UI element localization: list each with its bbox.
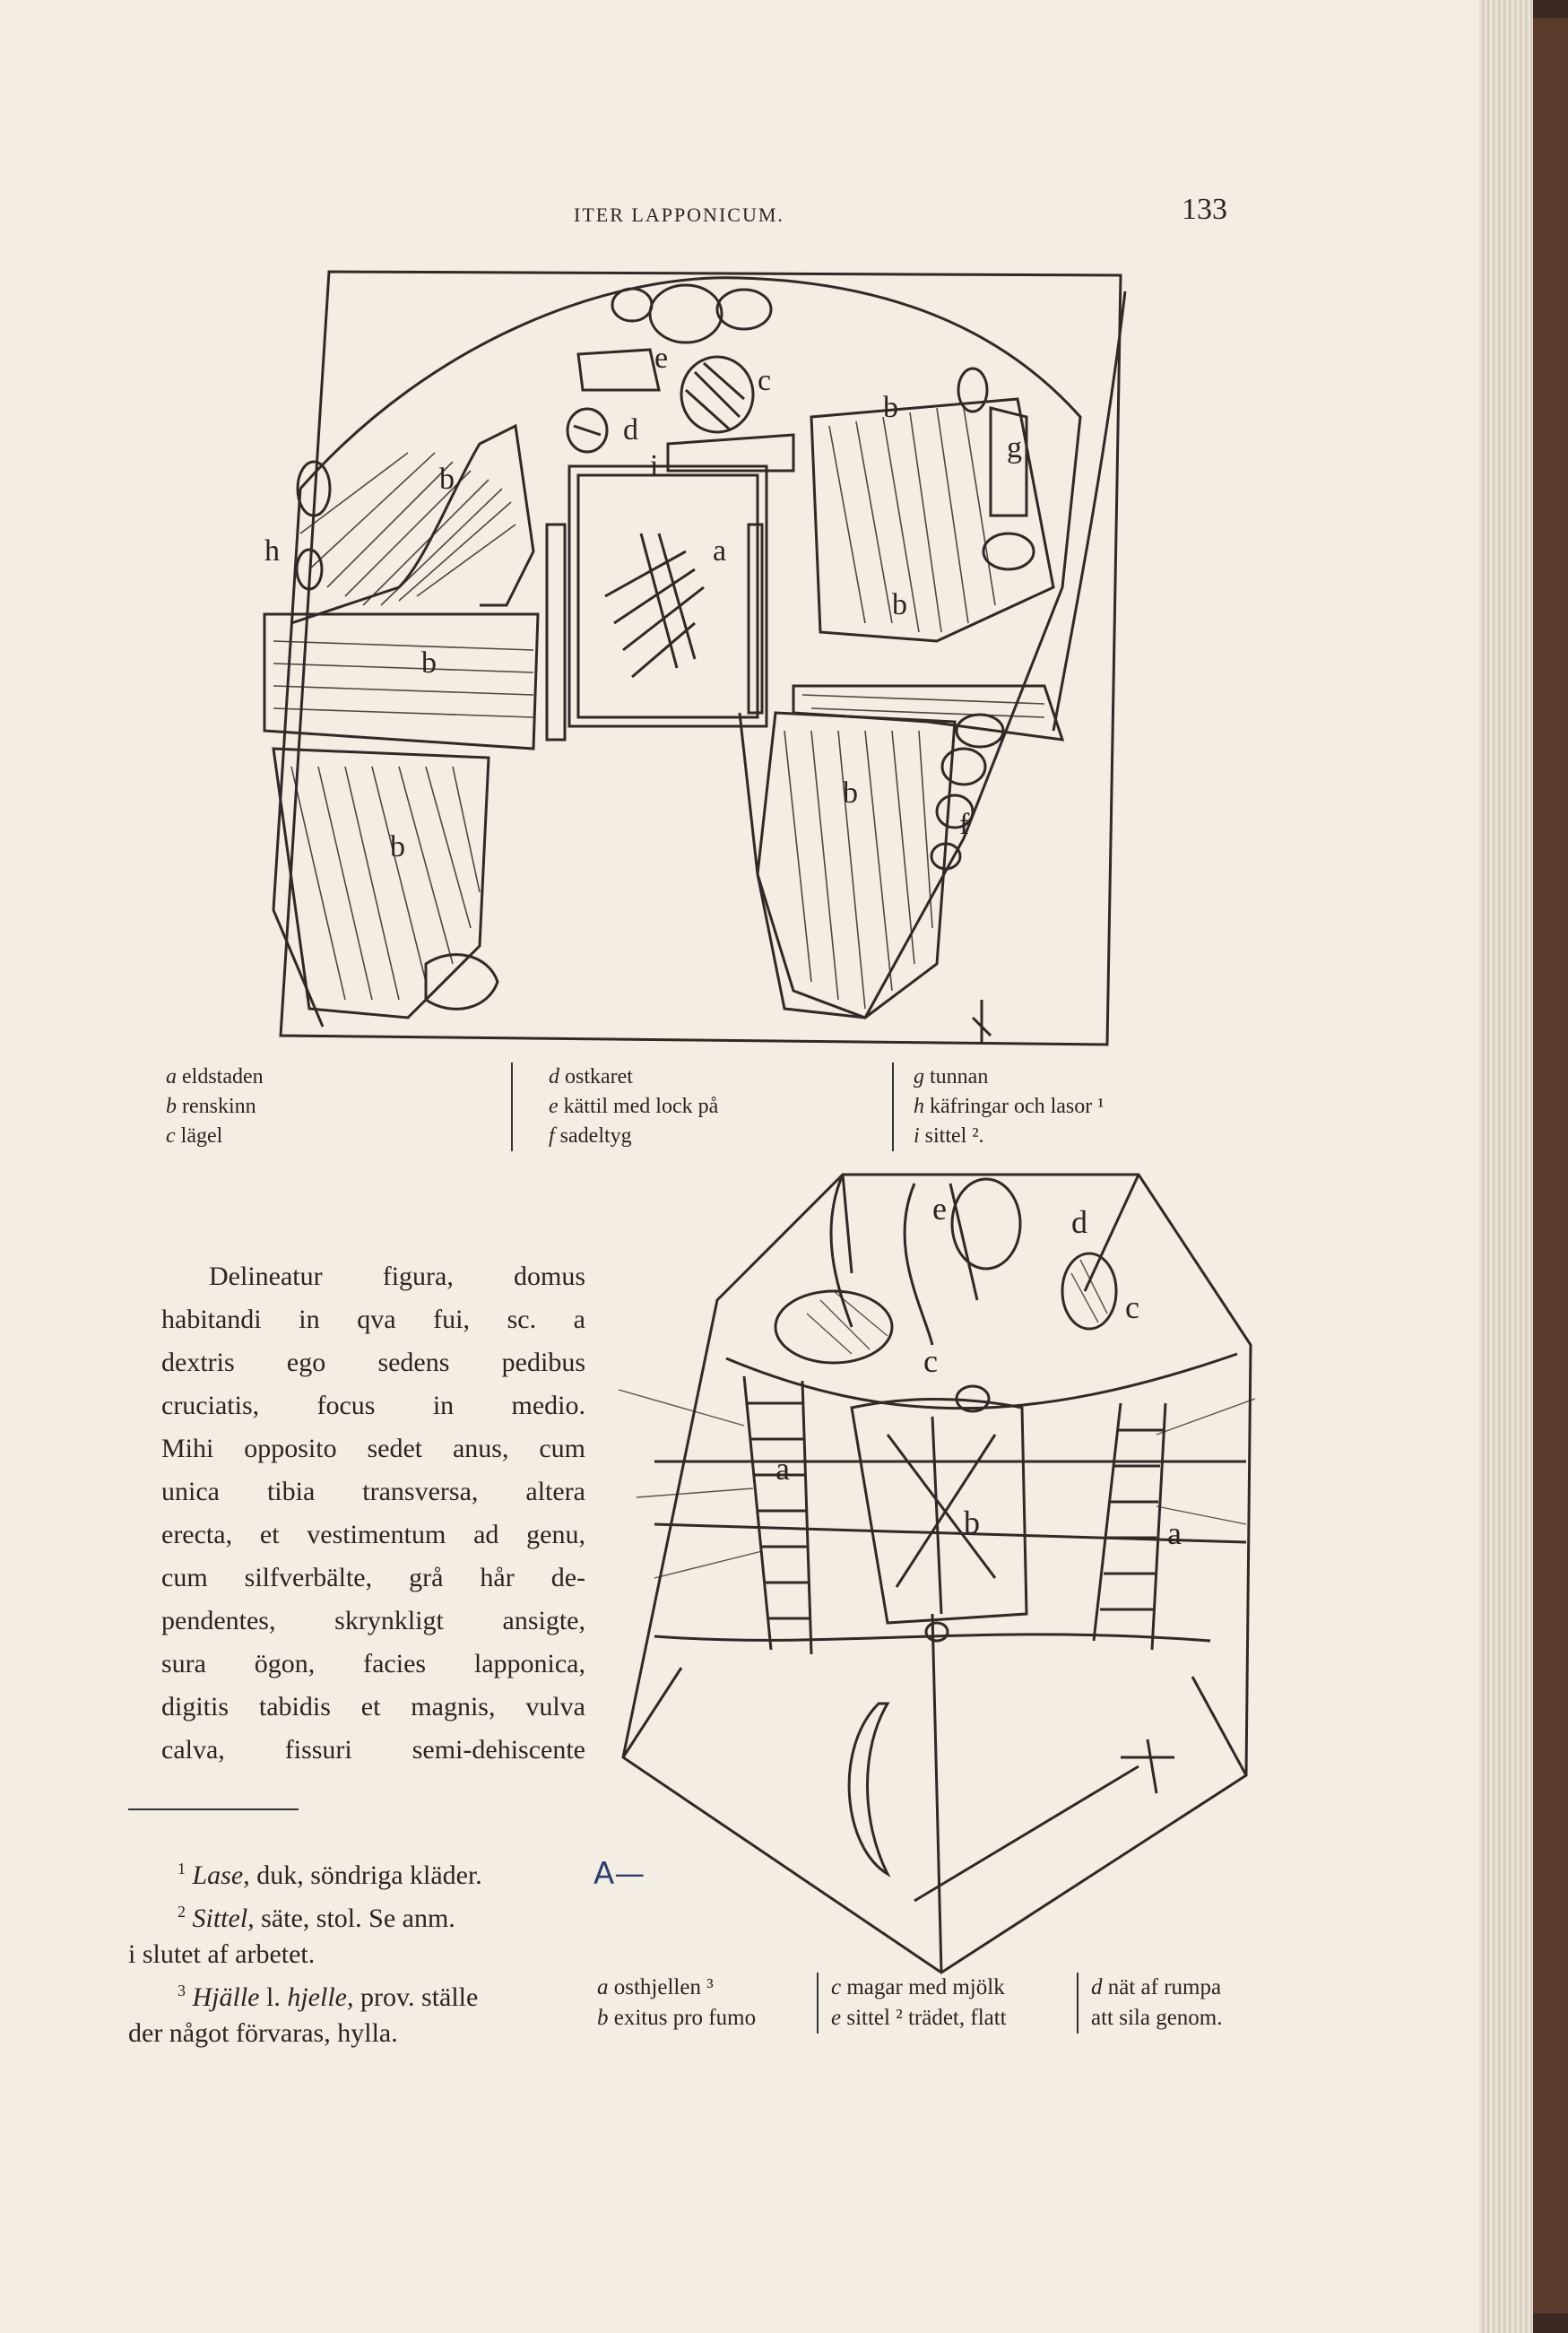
text-line: pendentes, skrynkligt ansigte, xyxy=(161,1606,585,1635)
legend-item: e sittel ² trädet, flatt xyxy=(831,2006,1007,2030)
fig1-label-b: b xyxy=(421,646,437,680)
page-edge xyxy=(1479,0,1533,2333)
fig2-label-c: c xyxy=(1125,1289,1139,1325)
legend-item: att sila genom. xyxy=(1091,2006,1223,2030)
legend-item: g tunnan xyxy=(914,1065,989,1088)
fig2-legend-col2 xyxy=(817,1973,1077,2034)
text-line: dextris ego sedens pedibus xyxy=(161,1348,585,1377)
legend-item: a eldstaden xyxy=(166,1065,264,1088)
text-line: calva, fissuri semi-dehiscente xyxy=(161,1735,585,1765)
fig2-label-d: d xyxy=(1071,1204,1087,1240)
fig1-label-b: b xyxy=(439,463,455,496)
fig1-label-a: a xyxy=(713,534,727,568)
text-line: unica tibia transversa, altera xyxy=(161,1477,585,1506)
legend-item: c lägel xyxy=(166,1124,223,1148)
legend-item: b renskinn xyxy=(166,1095,256,1118)
fig2-label-a: a xyxy=(1167,1515,1182,1551)
footnote-2-continued: i slutet af arbetet. xyxy=(128,1939,316,1969)
fig1-label-g: g xyxy=(1007,431,1022,464)
text-line: Mihi opposito sedet anus, cum xyxy=(161,1434,585,1463)
fig1-label-h: h xyxy=(264,534,280,568)
fig2-label-a: a xyxy=(775,1451,790,1487)
page-number: 133 xyxy=(1182,193,1227,226)
running-title: ITER LAPPONICUM. xyxy=(574,204,784,226)
text-line: habitandi in qva fui, sc. a xyxy=(161,1305,585,1334)
fig1-label-c: c xyxy=(758,364,772,397)
fig1-legend-col2 xyxy=(511,1062,888,1151)
legend-item: d ostkaret xyxy=(549,1065,633,1088)
legend-item: h käfringar och lasor ¹ xyxy=(914,1095,1105,1118)
footnotes xyxy=(128,1851,585,2051)
legend-item: f sadeltyg xyxy=(549,1124,632,1148)
fig2-label-e: e xyxy=(932,1191,947,1227)
text-line: sura ögon, facies lapponica, xyxy=(161,1649,585,1678)
legend-item: e kättil med lock på xyxy=(549,1095,719,1118)
text-line: cum silfverbälte, grå hår de- xyxy=(161,1563,585,1592)
fig1-label-b: b xyxy=(390,830,405,863)
footnote-3: $^3$ Hjälle l. hjelle, prov. ställe xyxy=(178,1982,479,2012)
text-line: digitis tabidis et magnis, vulva xyxy=(161,1692,585,1722)
legend-item: i sittel ². xyxy=(914,1124,984,1148)
dwelling-plan-figure xyxy=(264,265,1134,1045)
fig1-label-e: e xyxy=(654,342,669,375)
footnote-2: $^2$ Sittel, säte, stol. Se anm. xyxy=(178,1903,455,1933)
fig1-label-d: d xyxy=(623,413,638,447)
dwelling-plan-drawing xyxy=(264,265,1134,1045)
book-cover xyxy=(1533,18,1568,2313)
footnote-3-continued: der något förvaras, hylla. xyxy=(128,2018,398,2048)
fig1-label-b: b xyxy=(892,588,907,621)
text-line: cruciatis, focus in medio. xyxy=(161,1391,585,1420)
handwritten-annotation: A— xyxy=(593,1856,645,1892)
fig2-legend-col3 xyxy=(1077,1973,1274,2034)
fig1-label-i: i xyxy=(650,449,659,482)
legend-item: b exitus pro fumo xyxy=(597,2006,757,2030)
text-line: Delineatur figura, domus xyxy=(209,1262,585,1291)
legend-item: d nät af rumpa xyxy=(1091,1975,1222,1999)
fig1-legend-col1 xyxy=(166,1062,507,1151)
tent-roof-figure xyxy=(619,1166,1264,1973)
fig1-label-b: b xyxy=(843,776,858,810)
fig1-label-b: b xyxy=(883,391,898,424)
fig2-legend-col1 xyxy=(597,1973,817,2034)
body-paragraph xyxy=(161,1255,585,1772)
fig1-legend-col3 xyxy=(892,1062,1269,1151)
text-line: erecta, et vestimentum ad genu, xyxy=(161,1520,585,1549)
footnote-1: $^1$ Lase, duk, söndriga kläder. xyxy=(178,1860,482,1890)
footnote-rule xyxy=(128,1808,299,1810)
fig2-label-c: c xyxy=(923,1343,938,1379)
fig2-label-b: b xyxy=(964,1505,980,1540)
fig1-label-f: f xyxy=(959,808,970,841)
legend-item: c magar med mjölk xyxy=(831,1975,1005,1999)
tent-roof-drawing xyxy=(619,1166,1264,1973)
legend-item: a osthjellen ³ xyxy=(597,1975,714,1999)
